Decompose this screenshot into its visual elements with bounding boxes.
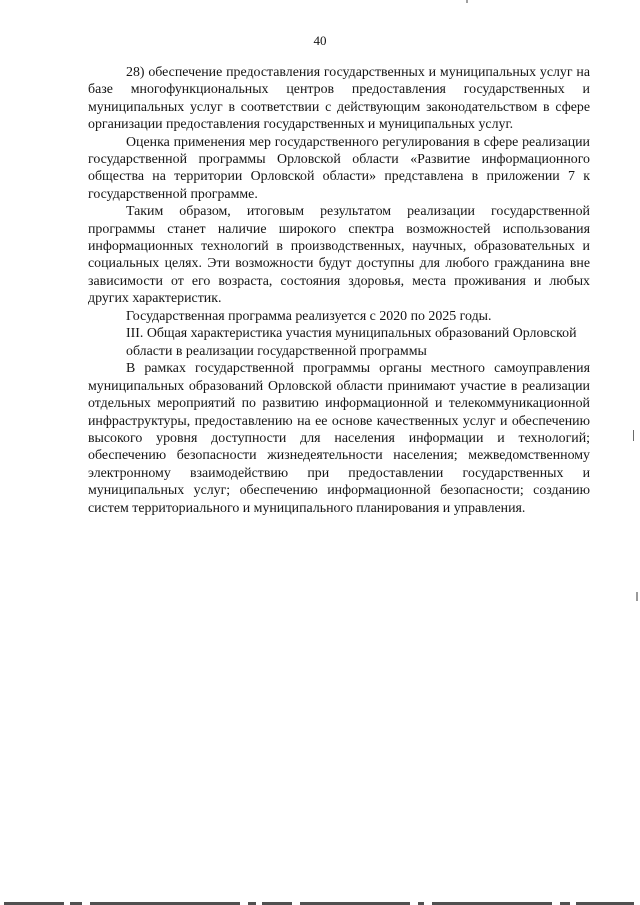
scan-artifact-top	[466, 0, 468, 3]
page-number: 40	[313, 33, 327, 48]
scan-artifact-right-lower	[636, 592, 638, 601]
paragraph-item-28: 28) обеспечение предоставления государственных и муниципальных услуг на базе многофункциональных центров предоставления государственных и муниципальных услуг в соответствии с действующим законодательством в сфере организации предоставления государственных и муниципальных услуг.	[88, 65, 590, 133]
scan-artifact-right	[633, 430, 634, 441]
paragraph-program-period: Государственная программа реализуется с 2020 по 2025 годы.	[126, 308, 492, 324]
section-heading	[88, 325, 590, 360]
section-heading-line-2: области в реализации государственной программы	[126, 343, 427, 359]
section-heading-line-1: III. Общая характеристика участия муниципальных образований Орловской	[126, 326, 577, 342]
scan-artifact-bottom-edge	[0, 899, 640, 905]
paragraph-regulation-assessment: Оценка применения мер государственного регулирования в сфере реализации государственной программы Орловской области «Развитие информационного общества на территории Орловской области» представлена в приложении 7 к государственной программе.	[88, 134, 590, 202]
paragraph-municipal-participation: В рамках государственной программы органы местного самоуправления муниципальных образований Орловской области принимают участие в реализации отдельных мероприятий по развитию информационной и телекоммуникационной инфраструктуры, предоставлению на ее основе качественных услуг и обеспечению высокого уровня доступности для населения информации и технологий; обеспечению безопасности жизнедеятельности населения; межведомственному электронному взаимодействию при предоставлении государственных и муниципальных услуг; обеспечению информационной безопасности; созданию систем территориального и муниципального планирования и управления.	[88, 361, 590, 516]
paragraph-program-results: Таким образом, итоговым результатом реализации государственной программы станет наличие широкого спектра возможностей использования информационных технологий в производственных, научных, образовательных и социальных целях. Эти возможности будут доступны для любого гражданина вне зависимости от его возраста, состояния здоровья, места проживания и любых других характеристик.	[88, 204, 590, 307]
document-body	[88, 64, 590, 517]
